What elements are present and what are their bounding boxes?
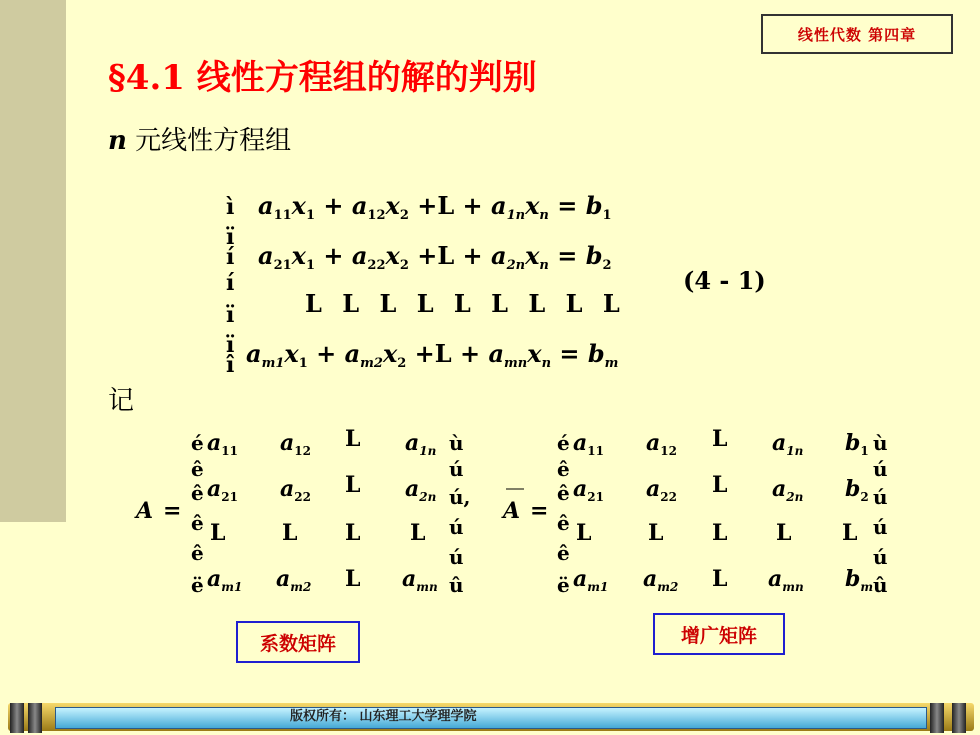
svg-text:a11: $a_{11}$ [573,430,604,458]
footer-post-right [930,703,944,733]
svg-text:a21: $a_{21}$ [207,476,238,504]
svg-text:L: L [345,520,361,546]
svg-text:L: L [345,426,361,452]
svg-text:a1n: $a_{1n}$ [405,430,437,458]
svg-text:a2n: $a_{2n}$ [405,476,437,504]
svg-text:ú: ú [873,545,888,569]
subtitle-text: 元线性方程组 [135,126,292,156]
svg-text:L: L [712,520,728,546]
svg-text:ë: ë [557,573,570,597]
svg-text:ú: ú [873,485,888,509]
footer-post-left [10,703,24,733]
svg-text:am1x1 + am2x2 +L + amnxn = bm: $a_{m1}x_1 + a_{m2}x_2 +L + a_{mn}x_n = b_m$ [246,339,619,371]
svg-text:amn: $a_{mn}$ [768,566,804,594]
coefficient-matrix-label: 系数矩阵 [236,621,360,663]
svg-text:a11x1 + a12x2 +L + a1nxn = b1: $a_{11}x_1 + a_{12}x_2 +L + a_{1n}x_n = b_1$ [258,191,612,223]
aug-left-bracket [557,431,570,597]
svg-text:am1: $a_{m1}$ [573,566,609,594]
equation-number: (4 - 1) [683,266,766,295]
svg-text:ú,: ú, [449,485,471,509]
coef-left-bracket [191,431,204,597]
svg-text:û: û [449,573,464,597]
svg-text:ï: ï [226,332,235,358]
svg-text:L: L [842,520,858,546]
svg-text:ê: ê [191,457,204,481]
footer-post-left-2 [28,703,42,733]
svg-text:=: = [530,498,549,524]
svg-text:L: L [776,520,792,546]
svg-text:ï: ï [226,224,235,250]
svg-text:b1: $b_1$ [845,430,869,458]
svg-text:L: L [712,566,728,592]
svg-text:L: L [410,520,426,546]
svg-text:î: î [226,352,235,378]
svg-text:bm: $b_m$ [845,566,874,594]
aug-right-bracket [873,431,888,597]
svg-text:A: A [503,498,521,524]
svg-text:ê: ê [557,541,570,565]
svg-text:a12: $a_{12}$ [646,430,677,458]
svg-text:ú: ú [873,457,888,481]
svg-text:ê: ê [191,541,204,565]
svg-text:û: û [873,573,888,597]
svg-text:a21x1 + a22x2 +L + a2nxn = b2: $a_{21}x_1 + a_{22}x_2 +L + a_{2n}x_n = b_2$ [258,241,612,273]
svg-text:ë: ë [191,573,204,597]
svg-text:ê: ê [557,511,570,535]
svg-text:L: L [648,520,664,546]
svg-text:ú: ú [449,515,464,539]
svg-text:a11: $a_{11}$ [207,430,238,458]
svg-text:am2: $a_{m2}$ [276,566,312,594]
subtitle-variable: n [108,126,127,156]
svg-text:a2n: $a_{2n}$ [772,476,804,504]
svg-text:L: L [712,472,728,498]
svg-text:ú: ú [449,545,464,569]
svg-text:L: L [210,520,226,546]
svg-text:ï: ï [226,302,235,328]
left-brace-glyphs [226,194,235,378]
svg-text:L: L [345,472,361,498]
svg-text:ú: ú [873,515,888,539]
svg-text:ê: ê [191,511,204,535]
svg-text:L: L [576,520,592,546]
svg-text:ê: ê [557,457,570,481]
svg-text:ù: ù [873,431,888,455]
svg-text:é: é [191,431,204,455]
svg-text:am2: $a_{m2}$ [643,566,679,594]
svg-text:a12: $a_{12}$ [280,430,311,458]
notation-label: 记 [108,386,135,416]
svg-text:a22: $a_{22}$ [646,476,677,504]
svg-text:A: A [136,498,154,524]
slide-title: §4.1 线性方程组的解的判别 [108,58,537,98]
equation-row-dots [305,289,626,318]
augmented-matrix [501,426,888,597]
coef-right-bracket [449,431,471,597]
equation-row-m [246,339,618,371]
svg-text:í: í [226,270,235,296]
svg-text:ê: ê [191,481,204,505]
footer-post-right-2 [952,703,966,733]
svg-text:b2: $b_2$ [845,476,869,504]
svg-text:é: é [557,431,570,455]
svg-text:ì: ì [226,194,235,220]
svg-text:=: = [163,498,182,524]
svg-text:a1n: $a_{1n}$ [772,430,804,458]
svg-text:L: L [712,426,728,452]
equation-row-2 [258,241,612,273]
svg-text:ê: ê [557,481,570,505]
augmented-matrix-label: 增广矩阵 [653,613,785,655]
svg-text:ú: ú [449,457,464,481]
svg-text:L L L L L L L L L: L L L L L L L L L [305,289,626,318]
svg-text:L: L [282,520,298,546]
svg-text:L: L [345,566,361,592]
footer-copyright: 版权所有： 山东理工大学理学院 [290,709,477,724]
footer-inner-panel [55,707,927,729]
coefficient-matrix [134,426,471,597]
equation-row-1 [258,191,612,223]
svg-text:a22: $a_{22}$ [280,476,311,504]
svg-text:am1: $a_{m1}$ [207,566,243,594]
svg-text:a21: $a_{21}$ [573,476,604,504]
svg-text:ù: ù [449,431,464,455]
svg-text:í: í [226,244,235,270]
svg-text:amn: $a_{mn}$ [402,566,438,594]
chapter-tag: 线性代数 第四章 [761,14,953,54]
